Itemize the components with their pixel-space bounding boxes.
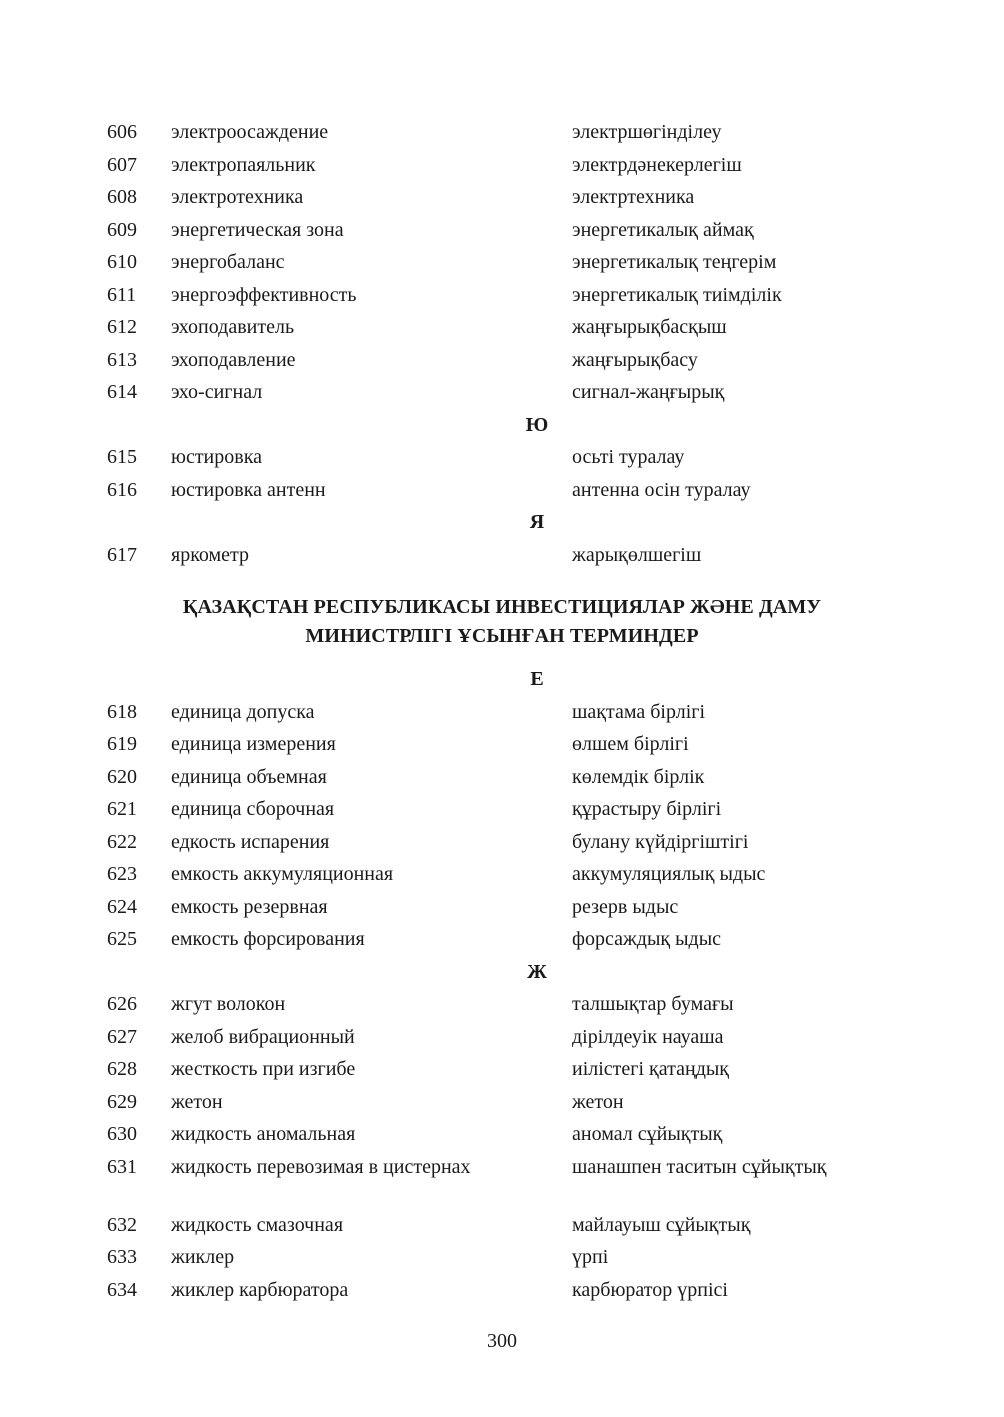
- term-number: 626: [107, 993, 137, 1015]
- term-russian: энергоэффективность: [171, 283, 357, 306]
- term-kazakh: электрдәнекерлегіш: [572, 153, 742, 176]
- term-row: [0, 728, 1004, 761]
- term-row: [0, 891, 1004, 924]
- term-row: [0, 1086, 1004, 1119]
- term-russian: емкость резервная: [171, 895, 328, 918]
- term-row: [0, 696, 1004, 729]
- term-russian: жесткость при изгибе: [171, 1058, 356, 1080]
- term-kazakh: майлауыш сұйықтық: [572, 1213, 751, 1236]
- section-heading-line-1: ҚАЗАҚСТАН РЕСПУБЛИКАСЫ ИНВЕСТИЦИЯЛАР ЖӘНЕ ДАМУ: [182, 596, 822, 618]
- term-number: 619: [107, 733, 137, 755]
- term-number: 615: [107, 446, 137, 468]
- term-russian: жетон: [171, 1090, 223, 1113]
- term-row: [0, 1021, 1004, 1054]
- term-russian: электротехника: [171, 186, 304, 208]
- term-number: 632: [107, 1213, 137, 1236]
- term-russian: эхо-сигнал: [171, 381, 263, 403]
- term-number: 629: [107, 1090, 137, 1113]
- terms-part-2: [0, 663, 1004, 1306]
- term-number: 618: [107, 700, 137, 723]
- term-row: [0, 376, 1004, 409]
- term-russian: энергобаланс: [171, 251, 285, 273]
- term-kazakh: жаңғырықбасқыш: [572, 316, 727, 338]
- term-kazakh: форсаждық ыдыс: [572, 928, 722, 950]
- term-kazakh: жаңғырықбасу: [572, 348, 698, 371]
- term-row: [0, 149, 1004, 182]
- term-row: [0, 214, 1004, 247]
- letter-heading: Е: [530, 668, 544, 690]
- term-russian: жиклер карбюратора: [171, 1278, 349, 1301]
- section-heading-line-2: МИНИСТРЛІГІ ҰСЫНҒАН ТЕРМИНДЕР: [305, 625, 699, 647]
- term-number: 625: [107, 928, 137, 950]
- term-kazakh: жетон: [572, 1090, 624, 1113]
- term-kazakh: карбюратор үрпісі: [572, 1278, 728, 1301]
- term-kazakh: энергетикалық теңгерім: [572, 251, 777, 273]
- term-row: [0, 1274, 1004, 1307]
- term-number: 606: [107, 121, 137, 143]
- term-number: 634: [107, 1278, 137, 1301]
- term-russian: юстировка антенн: [171, 478, 326, 501]
- term-kazakh: электршөгінділеу: [572, 121, 722, 143]
- term-kazakh: булану күйдіргіштігі: [572, 830, 749, 853]
- term-number: 623: [107, 863, 137, 885]
- term-number: 613: [107, 348, 137, 371]
- terms-part-1: [0, 116, 1004, 571]
- term-kazakh: үрпі: [572, 1246, 609, 1268]
- letter-heading: Ж: [527, 960, 547, 983]
- term-number: 630: [107, 1123, 137, 1145]
- term-row: [0, 1118, 1004, 1151]
- term-number: 616: [107, 478, 137, 501]
- term-row: [0, 116, 1004, 149]
- term-row: [0, 311, 1004, 344]
- term-russian: емкость аккумуляционная: [171, 863, 394, 885]
- term-row: [0, 1241, 1004, 1274]
- term-russian: энергетическая зона: [171, 218, 344, 241]
- term-russian: жидкость смазочная: [171, 1213, 344, 1236]
- term-russian: единица объемная: [171, 765, 327, 788]
- term-number: 631: [107, 1155, 137, 1178]
- term-row: [0, 181, 1004, 214]
- term-number: 621: [107, 798, 137, 820]
- term-kazakh: электртехника: [572, 186, 695, 208]
- term-kazakh: талшықтар бумағы: [572, 993, 734, 1015]
- term-russian: электроосаждение: [171, 121, 329, 143]
- term-row: [0, 826, 1004, 859]
- term-row: [0, 923, 1004, 956]
- term-row: [0, 793, 1004, 826]
- dictionary-content: [0, 116, 1004, 1306]
- term-row: [0, 858, 1004, 891]
- term-row: [0, 988, 1004, 1021]
- term-russian: емкость форсирования: [171, 928, 365, 950]
- term-row: [0, 279, 1004, 312]
- term-russian: едкость испарения: [171, 830, 330, 853]
- term-kazakh: осьті туралау: [572, 446, 685, 468]
- term-russian: единица сборочная: [171, 798, 335, 820]
- term-number: 622: [107, 830, 137, 853]
- term-russian: жгут волокон: [171, 993, 286, 1015]
- term-russian: единица допуска: [171, 700, 315, 723]
- term-russian: жиклер: [171, 1246, 235, 1268]
- term-number: 611: [107, 283, 137, 306]
- term-russian: эхоподавитель: [171, 316, 295, 338]
- term-number: 607: [107, 153, 137, 176]
- term-kazakh: құрастыру бірлігі: [572, 798, 722, 820]
- term-row: [0, 344, 1004, 377]
- term-kazakh: аномал сұйықтық: [572, 1123, 723, 1145]
- term-kazakh: жарықөлшегіш: [572, 543, 702, 566]
- term-number: 628: [107, 1058, 137, 1080]
- term-kazakh: иілістегі қатаңдық: [572, 1058, 730, 1080]
- term-russian: желоб вибрационный: [171, 1025, 355, 1048]
- term-russian: электропаяльник: [171, 153, 316, 176]
- term-row: [0, 246, 1004, 279]
- term-number: 614: [107, 381, 137, 403]
- letter-heading: Я: [529, 511, 545, 533]
- term-row: [0, 441, 1004, 474]
- term-russian: юстировка: [171, 446, 262, 468]
- term-kazakh: энергетикалық аймақ: [572, 218, 754, 241]
- term-russian: яркометр: [171, 543, 250, 566]
- term-number: 612: [107, 316, 137, 338]
- term-row: [0, 539, 1004, 572]
- term-number: 608: [107, 186, 137, 208]
- term-number: 617: [107, 543, 137, 566]
- term-kazakh: сигнал-жаңғырық: [572, 381, 725, 403]
- term-number: 609: [107, 218, 137, 241]
- term-number: 633: [107, 1246, 137, 1268]
- term-kazakh: шақтама бірлігі: [572, 700, 706, 723]
- term-kazakh: энергетикалық тиімділік: [572, 283, 782, 306]
- term-row: [0, 1209, 1004, 1242]
- term-row: [0, 474, 1004, 507]
- term-row: [0, 1053, 1004, 1086]
- term-russian: эхоподавление: [171, 348, 296, 371]
- section-heading: [0, 593, 1004, 651]
- term-kazakh: антенна осін туралау: [572, 478, 751, 501]
- term-number: 624: [107, 895, 137, 918]
- term-number: 627: [107, 1025, 137, 1048]
- term-russian: жидкость перевозимая в цистернах: [171, 1155, 471, 1178]
- term-number: 610: [107, 251, 137, 273]
- term-kazakh: өлшем бірлігі: [572, 733, 689, 755]
- term-row: [0, 1151, 1004, 1209]
- term-kazakh: көлемдік бірлік: [572, 765, 705, 788]
- term-russian: жидкость аномальная: [171, 1123, 356, 1145]
- page-number: 300: [487, 1330, 517, 1352]
- term-kazakh: шанашпен таситын сұйықтық: [572, 1155, 827, 1178]
- letter-heading: Ю: [525, 413, 549, 436]
- term-kazakh: дірілдеуік науаша: [572, 1025, 724, 1048]
- term-kazakh: резерв ыдыс: [572, 895, 679, 918]
- term-kazakh: аккумуляциялық ыдыс: [572, 863, 766, 885]
- term-russian: единица измерения: [171, 733, 336, 755]
- term-row: [0, 761, 1004, 794]
- term-number: 620: [107, 765, 137, 788]
